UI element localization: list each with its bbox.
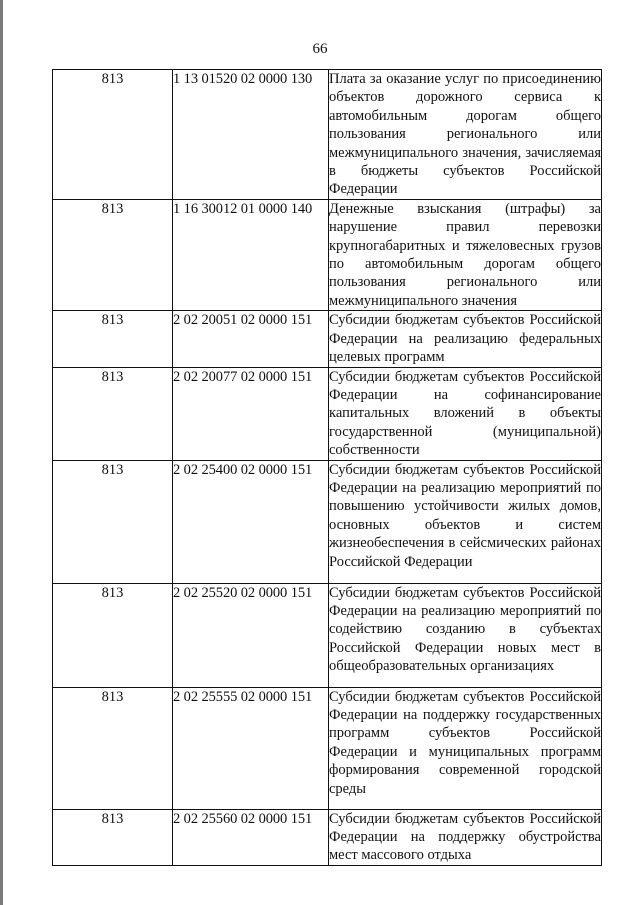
budget-code-cell: 2 02 25555 02 0000 151 <box>173 687 329 809</box>
table-row <box>53 583 602 687</box>
admin-code-cell: 813 <box>53 460 173 583</box>
admin-code-cell: 813 <box>53 199 173 310</box>
table-row <box>53 367 602 460</box>
table-row <box>53 311 602 367</box>
table-row <box>53 70 602 200</box>
budget-code-cell: 1 16 30012 01 0000 140 <box>173 199 329 310</box>
admin-code-cell: 813 <box>53 367 173 460</box>
description-cell: Субсидии бюджетам субъектов Российской Федерации на реализацию мероприятий по повышению устойчивости жилых домов, основных объектов и систем жизнеобеспечения в сейсмических районах Российской Федерации <box>329 460 602 583</box>
revenue-codes-table <box>52 69 602 866</box>
table-row <box>53 199 602 310</box>
budget-code-cell: 1 13 01520 02 0000 130 <box>173 70 329 200</box>
description-cell: Субсидии бюджетам субъектов Российской Федерации на поддержку государственных программ субъектов Российской Федерации и муниципальных программ формирования современной городской среды <box>329 687 602 809</box>
description-cell: Субсидии бюджетам субъектов Российской Федерации на реализацию мероприятий по содействию созданию в субъектах Российской Федерации новых мест в общеобразовательных организациях <box>329 583 602 687</box>
table-row <box>53 460 602 583</box>
description-cell: Субсидии бюджетам субъектов Российской Федерации на реализацию федеральных целевых программ <box>329 312 601 366</box>
table-row <box>53 809 602 865</box>
admin-code-cell: 813 <box>53 687 173 809</box>
budget-code-cell: 2 02 25560 02 0000 151 <box>173 809 329 865</box>
admin-code-cell: 813 <box>53 311 173 367</box>
budget-code-cell: 2 02 20077 02 0000 151 <box>173 367 329 460</box>
description-cell: Субсидии бюджетам субъектов Российской Федерации на поддержку обустройства мест массового отдыха <box>329 810 601 864</box>
admin-code-cell: 813 <box>53 809 173 865</box>
admin-code-cell: 813 <box>53 70 173 200</box>
description-cell: Плата за оказание услуг по присоединению объектов дорожного сервиса к автомобильным дорогам общего пользования регионального или межмуниципального значения, зачисляемая в бюджеты субъектов Российской Федерации <box>329 71 601 198</box>
budget-code-cell: 2 02 25400 02 0000 151 <box>173 460 329 583</box>
budget-code-cell: 2 02 25520 02 0000 151 <box>173 583 329 687</box>
scan-edge <box>0 0 3 905</box>
page-number: 66 <box>312 41 328 57</box>
budget-code-cell: 2 02 20051 02 0000 151 <box>173 311 329 367</box>
description-cell: Денежные взыскания (штрафы) за нарушение правил перевозки крупногабаритных и тяжеловесных грузов по автомобильным дорогам общего пользования регионального или межмуниципального значения <box>329 200 601 309</box>
table-row <box>53 687 602 809</box>
description-cell: Субсидии бюджетам субъектов Российской Федерации на софинансирование капитальных вложений в объекты государственной (муниципальной) собственности <box>329 368 601 459</box>
admin-code-cell: 813 <box>53 583 173 687</box>
